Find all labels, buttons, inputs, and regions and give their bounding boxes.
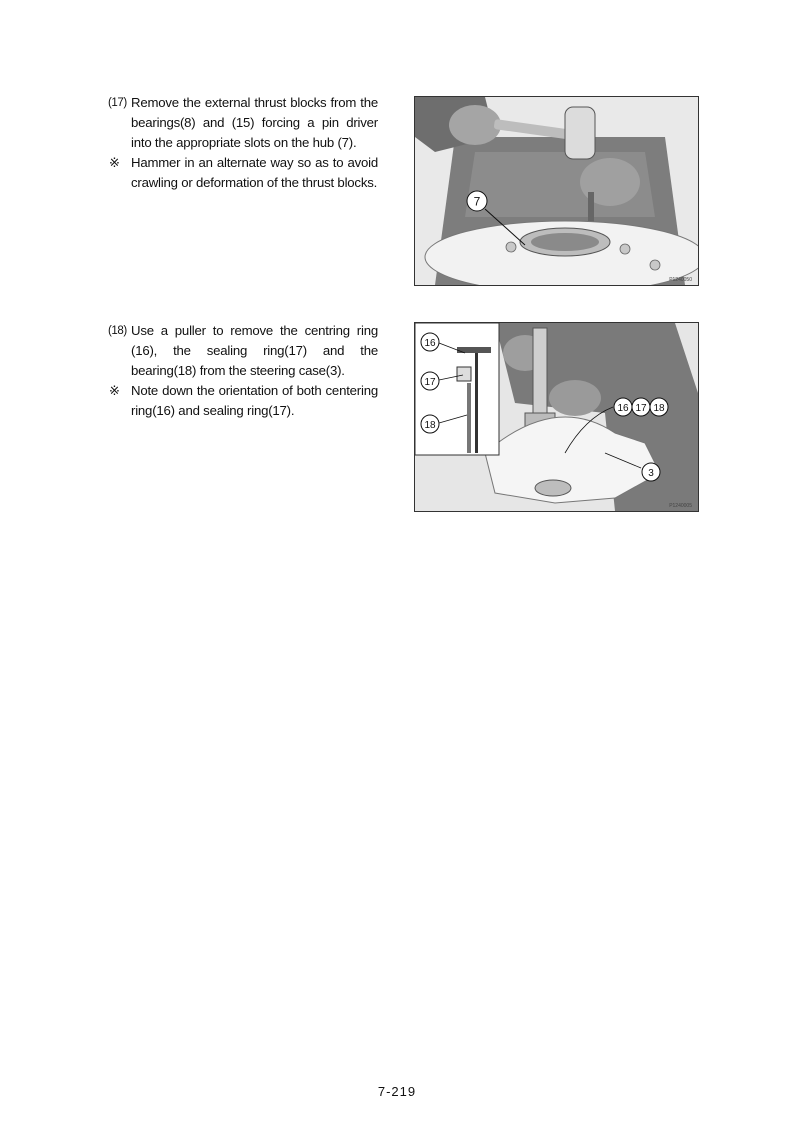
step-17-note [108, 153, 378, 193]
step-18-number: (18) [108, 325, 127, 337]
callout-17: 17 [635, 403, 647, 414]
step-17-text: Remove the external thrust blocks from the bearings(8) and (15) forcing a pin driver into the appropriate slots on the hub (7). [131, 95, 378, 150]
callout-16: 16 [617, 403, 629, 414]
note-mark-icon: ※ [109, 155, 120, 170]
figure-hub-removal [414, 96, 699, 286]
step-18-text: Use a puller to remove the centring ring (16), the sealing ring(17) and the bearing(18) from the steering case(3). [131, 323, 378, 378]
callout-7: 7 [473, 194, 481, 209]
callout-3: 3 [648, 468, 654, 479]
step-18-note [108, 381, 378, 421]
step-18 [108, 321, 378, 421]
figure-puller-removal [414, 322, 699, 512]
step-17 [108, 93, 378, 193]
figure-hub-removal-drawing [415, 97, 698, 285]
figure-puller-removal-drawing [415, 323, 698, 511]
figure-code: P1240050 [669, 277, 692, 283]
step-18-note-text: Note down the orientation of both centering ring(16) and sealing ring(17). [131, 383, 378, 418]
callout-18: 18 [653, 403, 665, 414]
step-17-number: (17) [108, 97, 127, 109]
step-17-note-text: Hammer in an alternate way so as to avoid crawling or deformation of the thrust blocks. [131, 155, 378, 190]
callout-16-inset: 16 [424, 338, 436, 349]
figure-code: P1240005 [669, 503, 692, 509]
page-number: 7-219 [377, 1084, 417, 1099]
callout-17-inset: 17 [424, 377, 436, 388]
note-mark-icon: ※ [109, 383, 120, 398]
callout-18-inset: 18 [424, 420, 436, 431]
